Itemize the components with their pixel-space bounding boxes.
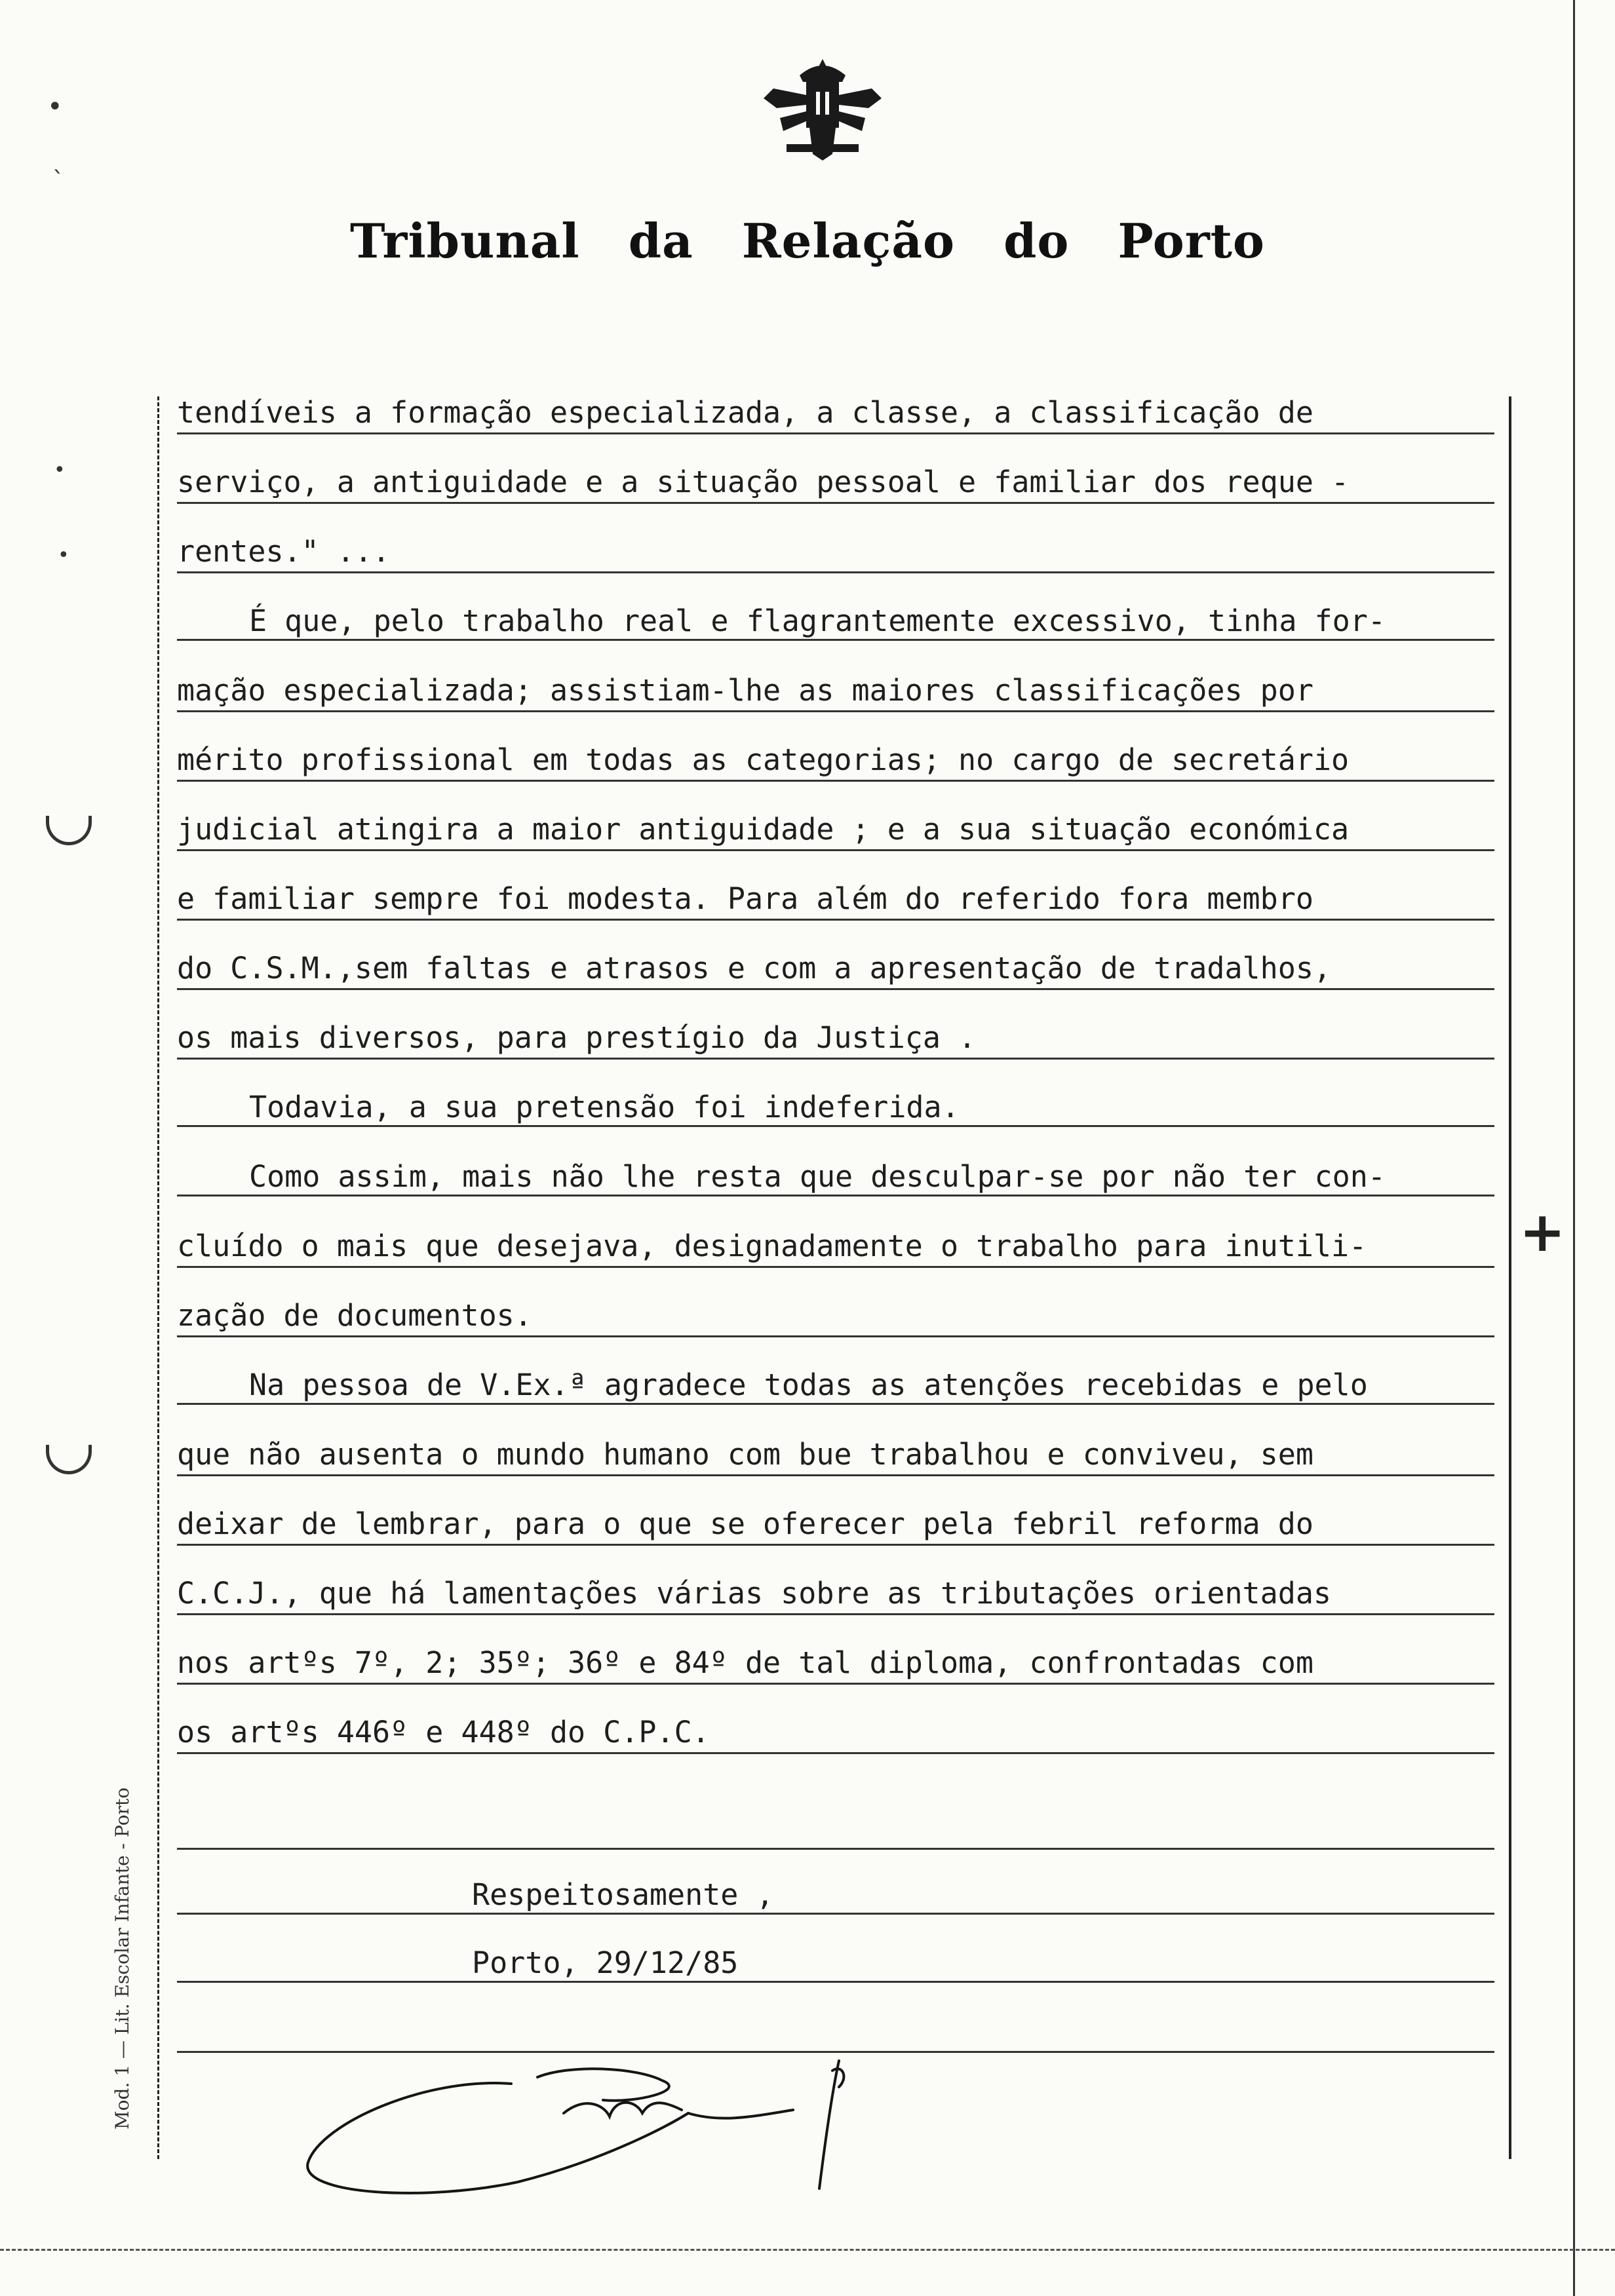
- text-line: que não ausenta o mundo humano com bue trabalhou e conviveu, sem: [177, 1435, 1494, 1476]
- text-line: zação de documentos.: [177, 1296, 1494, 1337]
- text-line: rentes." ...: [177, 532, 1494, 573]
- text-line: tendíveis a formação especializada, a classe, a classificação de: [177, 393, 1494, 434]
- margin-plus-mark: +: [1519, 1200, 1566, 1264]
- text-line: deixar de lembrar, para o que se oferecer pela febril reforma do: [177, 1504, 1494, 1546]
- text-line: os mais diversos, para prestígio da Justiça .: [177, 1018, 1494, 1060]
- page-bottom-edge: [0, 2249, 1615, 2251]
- right-margin-rule: [1509, 396, 1511, 2159]
- text-line: [177, 1808, 1494, 1850]
- text-line: judicial atingira a maior antiguidade ; e a sua situação económica: [177, 810, 1494, 851]
- coat-of-arms-icon: [760, 56, 885, 164]
- margin-speck: •: [54, 459, 66, 482]
- text-line: nos artºs 7º, 2; 35º; 36º e 84º de tal diploma, confrontadas com: [177, 1643, 1494, 1685]
- text-line: Todavia, a sua pretensão foi indeferida.: [177, 1088, 1494, 1127]
- text-line: [177, 2012, 1494, 2053]
- page-edge: [1573, 0, 1575, 2296]
- text-line: Na pessoa de V.Ex.ª agradece todas as atenções recebidas e pelo: [177, 1366, 1494, 1405]
- margin-speck: •: [47, 92, 63, 122]
- text-line: do C.S.M.,sem faltas e atrasos e com a apresentação de tradalhos,: [177, 949, 1494, 990]
- text-line: os artºs 446º e 448º do C.P.C.: [177, 1713, 1494, 1754]
- text-line: mação especializada; assistiam-lhe as maiores classificações por: [177, 671, 1494, 712]
- printer-imprint: [111, 1787, 138, 2296]
- closing-line: Respeitosamente ,: [177, 1875, 1494, 1915]
- court-title: Tribunal da Relação do Porto: [350, 213, 1265, 269]
- text-line: serviço, a antiguidade e a situação pessoal e familiar dos reque -: [177, 463, 1494, 504]
- margin-hole-mark: [46, 1445, 92, 1474]
- text-line: Como assim, mais não lhe resta que desculpar-se por não ter con-: [177, 1157, 1494, 1196]
- margin-hole-mark: [46, 816, 92, 845]
- text-line: cluído o mais que desejava, designadamente o trabalho para inutili-: [177, 1227, 1494, 1268]
- margin-speck: •: [58, 544, 69, 567]
- left-margin-rule: [157, 396, 159, 2159]
- date-line: Porto, 29/12/85: [177, 1943, 1494, 1983]
- text-line: É que, pelo trabalho real e flagrantemente excessivo, tinha for-: [177, 602, 1494, 641]
- margin-speck: `: [52, 167, 64, 194]
- handwritten-signature: [295, 2051, 885, 2208]
- printer-imprint-text: Mod. 1 — Lit. Escolar Infante - Porto: [111, 1787, 133, 2130]
- text-line: C.C.J., que há lamentações várias sobre as tributações orientadas: [177, 1574, 1494, 1615]
- text-line: e familiar sempre foi modesta. Para além do referido fora membro: [177, 879, 1494, 921]
- text-line: mérito profissional em todas as categorias; no cargo de secretário: [177, 740, 1494, 782]
